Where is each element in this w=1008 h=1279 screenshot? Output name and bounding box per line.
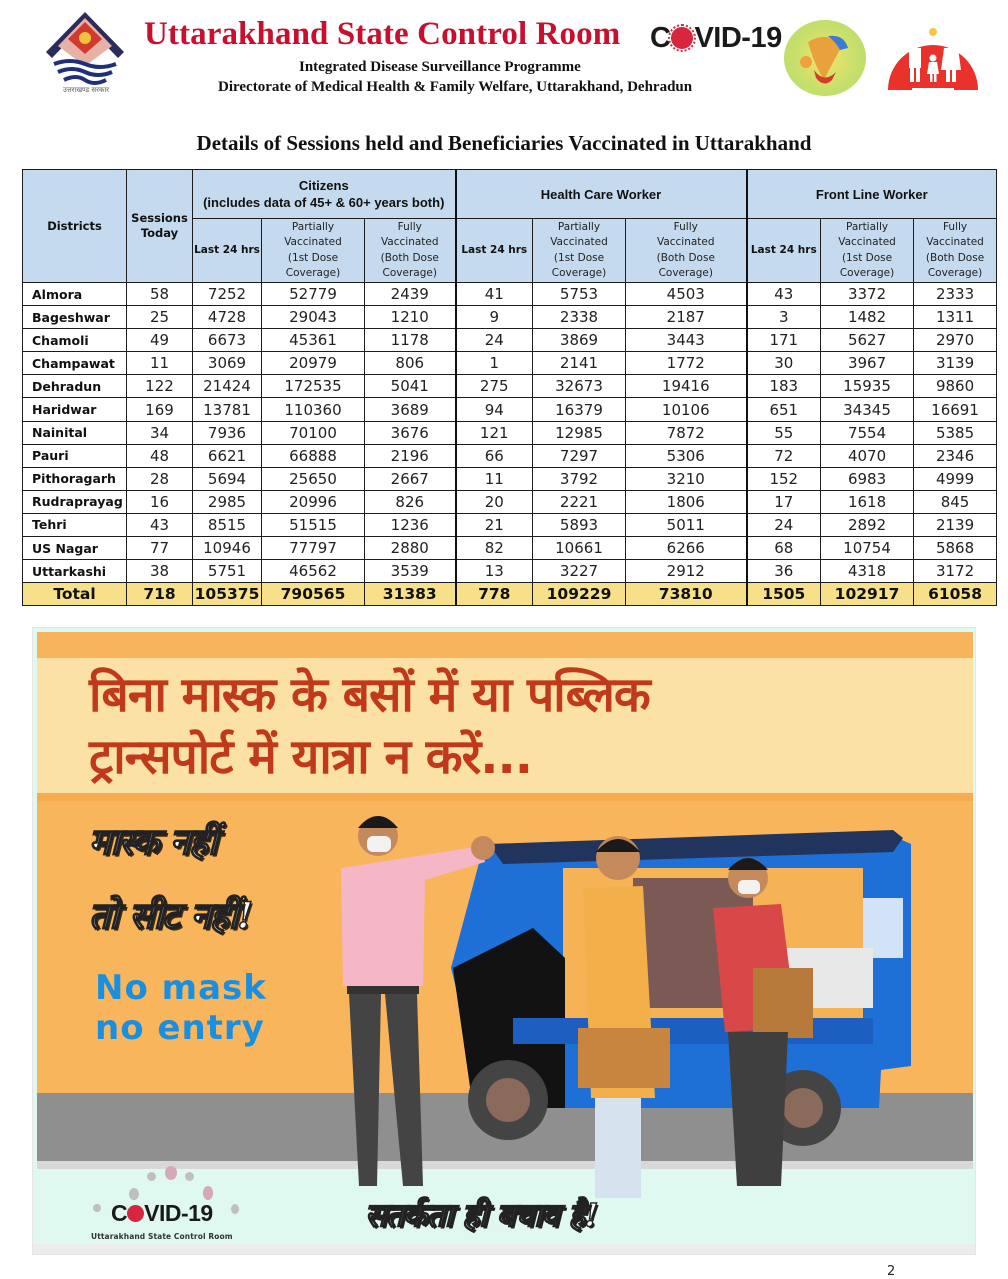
table-row — [23, 467, 997, 490]
citizens-partial-cell: 110360 — [262, 398, 365, 421]
district-cell: Champawat — [23, 352, 127, 375]
hcw-last24-cell: 13 — [456, 560, 533, 583]
table-header-group-row — [23, 170, 997, 219]
flw-partial-cell: 3967 — [821, 352, 914, 375]
citizens-fully-cell: 1210 — [365, 306, 456, 329]
flw-fully-cell: 3139 — [914, 352, 997, 375]
flw-partial-cell: 1482 — [821, 306, 914, 329]
hcw-last24-cell: 11 — [456, 467, 533, 490]
citizens-last24-cell: 7936 — [193, 421, 262, 444]
hcw-fully-cell: 2912 — [626, 560, 747, 583]
slogan-english-line1: No mask — [95, 968, 267, 1008]
table-body — [23, 283, 997, 606]
sessions-cell: 38 — [127, 560, 193, 583]
col-header-hcw-partial: Partially Vaccinated (1st Dose Coverage) — [533, 219, 626, 283]
citizens-label: Citizens — [298, 178, 349, 193]
hcw-last24-cell: 1 — [456, 352, 533, 375]
hcw-fully-cell: 4503 — [626, 283, 747, 306]
citizens-note: (includes data of 45+ & 60+ years both) — [203, 195, 445, 210]
coronavirus-icon — [127, 1205, 144, 1222]
citizens-fully-cell: 3539 — [365, 560, 456, 583]
table-row — [23, 421, 997, 444]
flw-fully-cell: 2333 — [914, 283, 997, 306]
page-title: Uttarakhand State Control Room — [144, 16, 621, 52]
citizens-last24-cell: 6621 — [193, 444, 262, 467]
hcw-fully-cell: 7872 — [626, 421, 747, 444]
citizens-fully-cell: 2667 — [365, 467, 456, 490]
hcw-fully-cell: 10106 — [626, 398, 747, 421]
district-cell: Bageshwar — [23, 306, 127, 329]
flw-last24-cell: 183 — [747, 375, 821, 398]
table-row — [23, 375, 997, 398]
flw-last24-cell: 1505 — [747, 583, 821, 606]
poster-headline-line2: ट्रान्सपोर्ट में यात्रा न करें... — [89, 729, 533, 785]
flw-fully-cell: 845 — [914, 490, 997, 513]
poster-divider-band — [37, 793, 973, 801]
flw-last24-cell: 43 — [747, 283, 821, 306]
poster-headline — [89, 664, 650, 788]
flw-partial-cell: 4318 — [821, 560, 914, 583]
flw-last24-cell: 68 — [747, 537, 821, 560]
idsp-logo-icon — [784, 20, 866, 96]
hcw-last24-cell: 24 — [456, 329, 533, 352]
citizens-partial-cell: 51515 — [262, 513, 365, 536]
national-health-mission-logo-icon — [878, 12, 988, 98]
covid-control-room-logo — [85, 1166, 255, 1246]
district-cell: Dehradun — [23, 375, 127, 398]
citizens-last24-cell: 105375 — [193, 583, 262, 606]
table-row — [23, 306, 997, 329]
citizens-partial-cell: 66888 — [262, 444, 365, 467]
flw-fully-cell: 5868 — [914, 537, 997, 560]
table-row — [23, 283, 997, 306]
poster-covid-wordmark: C VID-19 — [111, 1200, 213, 1226]
citizens-last24-cell: 5751 — [193, 560, 262, 583]
flw-last24-cell: 171 — [747, 329, 821, 352]
sessions-cell: 43 — [127, 513, 193, 536]
flw-partial-cell: 1618 — [821, 490, 914, 513]
district-cell: Total — [23, 583, 127, 606]
hcw-fully-cell: 2187 — [626, 306, 747, 329]
col-group-health-care-worker: Health Care Worker — [456, 170, 747, 219]
flw-partial-cell: 4070 — [821, 444, 914, 467]
hcw-last24-cell: 94 — [456, 398, 533, 421]
hcw-last24-cell: 9 — [456, 306, 533, 329]
poster-top-band — [37, 632, 973, 658]
flw-partial-cell: 2892 — [821, 513, 914, 536]
hcw-last24-cell: 82 — [456, 537, 533, 560]
hcw-partial-cell: 7297 — [533, 444, 626, 467]
citizens-last24-cell: 5694 — [193, 467, 262, 490]
district-cell: Nainital — [23, 421, 127, 444]
hcw-partial-cell: 5753 — [533, 283, 626, 306]
col-header-flw-last24: Last 24 hrs — [747, 219, 821, 283]
flw-last24-cell: 55 — [747, 421, 821, 444]
flw-fully-cell: 2139 — [914, 513, 997, 536]
hcw-fully-cell: 3443 — [626, 329, 747, 352]
hcw-partial-cell: 32673 — [533, 375, 626, 398]
district-cell: Uttarkashi — [23, 560, 127, 583]
hcw-fully-cell: 5011 — [626, 513, 747, 536]
hcw-last24-cell: 121 — [456, 421, 533, 444]
flw-partial-cell: 3372 — [821, 283, 914, 306]
district-cell: Pithoragarh — [23, 467, 127, 490]
district-cell: Rudraprayag — [23, 490, 127, 513]
col-header-hcw-last24: Last 24 hrs — [456, 219, 533, 283]
flw-partial-cell: 5627 — [821, 329, 914, 352]
hcw-partial-cell: 16379 — [533, 398, 626, 421]
hcw-last24-cell: 275 — [456, 375, 533, 398]
citizens-partial-cell: 20979 — [262, 352, 365, 375]
flw-last24-cell: 30 — [747, 352, 821, 375]
awareness-poster — [32, 627, 976, 1255]
hcw-fully-cell: 3210 — [626, 467, 747, 490]
citizens-fully-cell: 5041 — [365, 375, 456, 398]
citizens-partial-cell: 25650 — [262, 467, 365, 490]
auto-rickshaw-illustration-icon — [333, 808, 933, 1198]
flw-last24-cell: 72 — [747, 444, 821, 467]
col-header-districts: Districts — [23, 170, 127, 283]
flw-partial-cell: 102917 — [821, 583, 914, 606]
flw-fully-cell: 4999 — [914, 467, 997, 490]
hcw-fully-cell: 19416 — [626, 375, 747, 398]
sessions-cell: 122 — [127, 375, 193, 398]
table-row — [23, 352, 997, 375]
covid-19-wordmark — [650, 22, 782, 55]
vaccination-table — [22, 169, 997, 606]
flw-fully-cell: 1311 — [914, 306, 997, 329]
covid-prefix: C — [650, 22, 671, 54]
table-title: Details of Sessions held and Beneficiaries Vaccinated in Uttarakhand — [196, 131, 812, 155]
district-cell: Almora — [23, 283, 127, 306]
district-cell: US Nagar — [23, 537, 127, 560]
citizens-fully-cell: 1236 — [365, 513, 456, 536]
flw-fully-cell: 9860 — [914, 375, 997, 398]
flw-partial-cell: 7554 — [821, 421, 914, 444]
sessions-cell: 25 — [127, 306, 193, 329]
district-cell: Tehri — [23, 513, 127, 536]
col-header-flw-partial: Partially Vaccinated (1st Dose Coverage) — [821, 219, 914, 283]
citizens-partial-cell: 20996 — [262, 490, 365, 513]
col-header-flw-fully: Fully Vaccinated (Both Dose Coverage) — [914, 219, 997, 283]
hcw-partial-cell: 2141 — [533, 352, 626, 375]
directorate-subtitle: Directorate of Medical Health & Family Welfare, Uttarakhand, Dehradun — [218, 79, 693, 95]
slogan-hindi-line1: मास्क नहीं — [89, 821, 217, 863]
col-header-citizens-last24: Last 24 hrs — [193, 219, 262, 283]
sessions-cell: 16 — [127, 490, 193, 513]
col-group-front-line-worker: Front Line Worker — [747, 170, 997, 219]
table-row — [23, 513, 997, 536]
hcw-last24-cell: 41 — [456, 283, 533, 306]
flw-partial-cell: 34345 — [821, 398, 914, 421]
hcw-fully-cell: 1806 — [626, 490, 747, 513]
document-header — [0, 0, 1008, 110]
citizens-fully-cell: 31383 — [365, 583, 456, 606]
citizens-partial-cell: 52779 — [262, 283, 365, 306]
flw-fully-cell: 2970 — [914, 329, 997, 352]
emblem-caption: उत्तराखण्ड सरकार — [62, 86, 110, 94]
col-header-hcw-fully: Fully Vaccinated (Both Dose Coverage) — [626, 219, 747, 283]
hcw-fully-cell: 73810 — [626, 583, 747, 606]
sessions-cell: 58 — [127, 283, 193, 306]
flw-last24-cell: 651 — [747, 398, 821, 421]
hcw-last24-cell: 778 — [456, 583, 533, 606]
hcw-partial-cell: 3869 — [533, 329, 626, 352]
citizens-last24-cell: 3069 — [193, 352, 262, 375]
flw-fully-cell: 3172 — [914, 560, 997, 583]
flw-partial-cell: 15935 — [821, 375, 914, 398]
citizens-last24-cell: 4728 — [193, 306, 262, 329]
sessions-cell: 11 — [127, 352, 193, 375]
citizens-fully-cell: 2439 — [365, 283, 456, 306]
table-row — [23, 444, 997, 467]
sessions-cell: 718 — [127, 583, 193, 606]
col-header-citizens-partial: Partially Vaccinated (1st Dose Coverage) — [262, 219, 365, 283]
sessions-cell: 49 — [127, 329, 193, 352]
slogan-hindi-line2: तो सीट नहीं! — [89, 895, 252, 937]
citizens-partial-cell: 172535 — [262, 375, 365, 398]
citizens-last24-cell: 10946 — [193, 537, 262, 560]
table-total-row — [23, 583, 997, 606]
district-cell: Haridwar — [23, 398, 127, 421]
slogan-english-line2: no entry — [95, 1008, 265, 1048]
hcw-partial-cell: 12985 — [533, 421, 626, 444]
col-header-citizens-fully: Fully Vaccinated (Both Dose Coverage) — [365, 219, 456, 283]
citizens-last24-cell: 7252 — [193, 283, 262, 306]
citizens-fully-cell: 806 — [365, 352, 456, 375]
citizens-fully-cell: 3689 — [365, 398, 456, 421]
hcw-partial-cell: 3227 — [533, 560, 626, 583]
flw-partial-cell: 6983 — [821, 467, 914, 490]
poster-logo-caption: Uttarakhand State Control Room — [91, 1232, 233, 1241]
table-row — [23, 398, 997, 421]
hcw-fully-cell: 6266 — [626, 537, 747, 560]
citizens-last24-cell: 13781 — [193, 398, 262, 421]
hcw-partial-cell: 2221 — [533, 490, 626, 513]
citizens-partial-cell: 70100 — [262, 421, 365, 444]
hcw-partial-cell: 109229 — [533, 583, 626, 606]
col-group-citizens — [193, 170, 456, 219]
citizens-fully-cell: 2196 — [365, 444, 456, 467]
flw-last24-cell: 152 — [747, 467, 821, 490]
sessions-cell: 77 — [127, 537, 193, 560]
col-header-sessions-today: Sessions Today — [127, 170, 193, 283]
poster-tagline: सतर्कता ही बचाव है! — [365, 1196, 598, 1234]
hcw-partial-cell: 2338 — [533, 306, 626, 329]
citizens-partial-cell: 77797 — [262, 537, 365, 560]
flw-partial-cell: 10754 — [821, 537, 914, 560]
citizens-fully-cell: 1178 — [365, 329, 456, 352]
flw-fully-cell: 2346 — [914, 444, 997, 467]
table-row — [23, 560, 997, 583]
hcw-last24-cell: 21 — [456, 513, 533, 536]
citizens-fully-cell: 2880 — [365, 537, 456, 560]
citizens-last24-cell: 21424 — [193, 375, 262, 398]
flw-last24-cell: 24 — [747, 513, 821, 536]
sessions-cell: 28 — [127, 467, 193, 490]
citizens-partial-cell: 29043 — [262, 306, 365, 329]
hcw-partial-cell: 5893 — [533, 513, 626, 536]
sessions-cell: 34 — [127, 421, 193, 444]
citizens-fully-cell: 826 — [365, 490, 456, 513]
sessions-cell: 169 — [127, 398, 193, 421]
flw-last24-cell: 36 — [747, 560, 821, 583]
citizens-last24-cell: 6673 — [193, 329, 262, 352]
citizens-fully-cell: 3676 — [365, 421, 456, 444]
citizens-partial-cell: 45361 — [262, 329, 365, 352]
table-row — [23, 329, 997, 352]
flw-last24-cell: 3 — [747, 306, 821, 329]
district-cell: Chamoli — [23, 329, 127, 352]
table-row — [23, 490, 997, 513]
citizens-last24-cell: 2985 — [193, 490, 262, 513]
citizens-partial-cell: 790565 — [262, 583, 365, 606]
coronavirus-icon — [671, 27, 693, 49]
flw-fully-cell: 61058 — [914, 583, 997, 606]
hcw-last24-cell: 66 — [456, 444, 533, 467]
covid-suffix: VID-19 — [694, 22, 782, 54]
flw-fully-cell: 16691 — [914, 398, 997, 421]
hcw-partial-cell: 3792 — [533, 467, 626, 490]
poster-headline-line1: बिना मास्क के बसों में या पब्लिक — [89, 667, 650, 723]
table-row — [23, 537, 997, 560]
hcw-fully-cell: 5306 — [626, 444, 747, 467]
page-number: 2 — [887, 1264, 896, 1279]
sessions-cell: 48 — [127, 444, 193, 467]
flw-last24-cell: 17 — [747, 490, 821, 513]
flw-fully-cell: 5385 — [914, 421, 997, 444]
citizens-partial-cell: 46562 — [262, 560, 365, 583]
hcw-fully-cell: 1772 — [626, 352, 747, 375]
hcw-last24-cell: 20 — [456, 490, 533, 513]
programme-subtitle: Integrated Disease Surveillance Programme — [299, 59, 581, 75]
hcw-partial-cell: 10661 — [533, 537, 626, 560]
district-cell: Pauri — [23, 444, 127, 467]
citizens-last24-cell: 8515 — [193, 513, 262, 536]
